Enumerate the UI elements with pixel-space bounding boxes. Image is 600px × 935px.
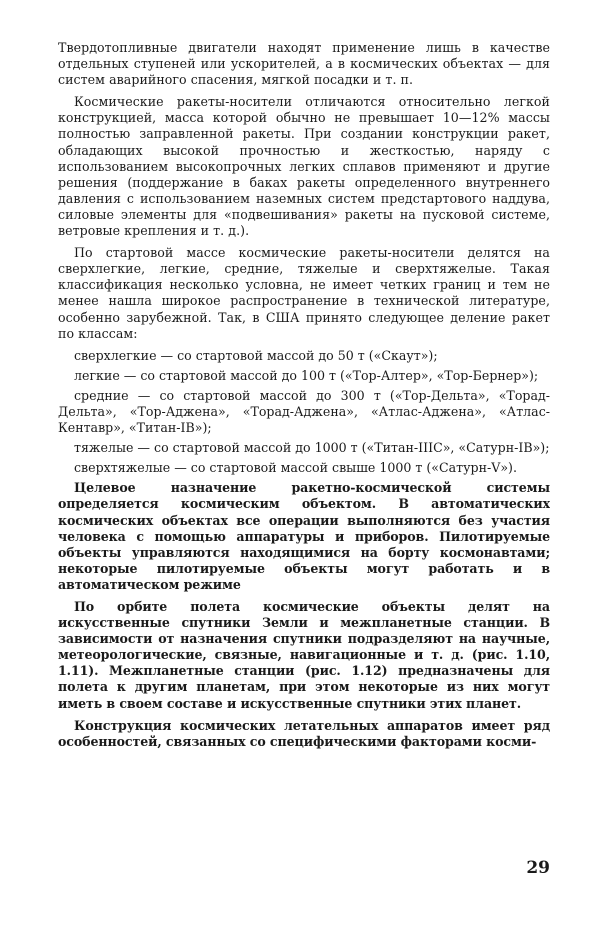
classification-list xyxy=(58,348,550,477)
paragraph-purpose: Целевое назначение ракетно-космической системы определяется космическим объектом. В автоматических космических объектах все операции выполняются без участия человека с помощью аппаратуры и приборов. Пилотируемые объекты управляются находящимися на борту космонавтами; некоторые пилотируемые объекты могут работать и в автоматическом режиме xyxy=(58,480,550,592)
list-item-heavy: тяжелые — со стартовой массой до 1000 т («Титан-IIIС», «Сатурн-IВ»); xyxy=(74,440,550,456)
paragraph-launch-vehicle-construction: Космические ракеты-носители отличаются относительно легкой конструкцией, масса которой обычно не превышает 10—12% массы полностью заправленной ракеты. При создании конструкции ракет, обладающих высокой прочностью и жесткостью, наряду с использованием высокопрочных легких сплавов применяют и другие решения (поддержание в баках ракеты определенного внутреннего давления с использованием наземных систем предстартового наддува, силовые элементы для «подвешивания» ракеты на пусковой системе, ветровые крепления и т. д.). xyxy=(58,94,550,239)
list-item-superheavy: сверхтяжелые — со стартовой массой свыше 1000 т («Сатурн-V»). xyxy=(74,460,517,476)
paragraph-solid-fuel-engines: Твердотопливные двигатели находят применение лишь в качестве отдельных ступеней или ускорителей, а в космических объектах — для систем аварийного спасения, мягкой посадки и т. п. xyxy=(58,40,550,88)
paragraph-design-features: Конструкция космических летательных аппаратов имеет ряд особенностей, связанных со специфическими факторами косми- xyxy=(58,717,550,749)
page-number: 29 xyxy=(526,858,550,878)
paragraph-mass-classification: По стартовой массе космические ракеты-носители делятся на сверхлегкие, легкие, средние, тяжелые и сверхтяжелые. Такая классификация несколько условна, не имеет четких границ и тем не менее нашла широкое распространение в технической литературе, особенно зарубежной. Так, в США принято следующее деление ракет по классам: xyxy=(58,245,550,341)
paragraph-orbit-classification: По орбите полета космические объекты делят на искусственные спутники Земли и межпланетные станции. В зависимости от назначения спутники подразделяют на научные, метеорологические, связные, навигационные и т. д. (рис. 1.10, 1.11). Межпланетные станции (рис. 1.12) предназначены для полета к другим планетам, при этом некоторые из них могут иметь в своем составе и искусственные спутники этих планет. xyxy=(58,599,550,711)
page-body xyxy=(58,40,550,880)
list-item-superlight: сверхлегкие — со стартовой массой до 50 т («Скаут»); xyxy=(74,347,438,363)
list-item-light: легкие — со стартовой массой до 100 т («Тор-Алтер», «Тор-Бернер»); xyxy=(74,367,539,383)
list-item-medium: средние — со стартовой массой до 300 т («Тор-Дельта», «Торад-Дельта», «Тор-Аджена», «Торад-Аджена», «Атлас-Аджена», «Атлас-Кентавр», «Титан-IВ»); xyxy=(58,387,550,436)
